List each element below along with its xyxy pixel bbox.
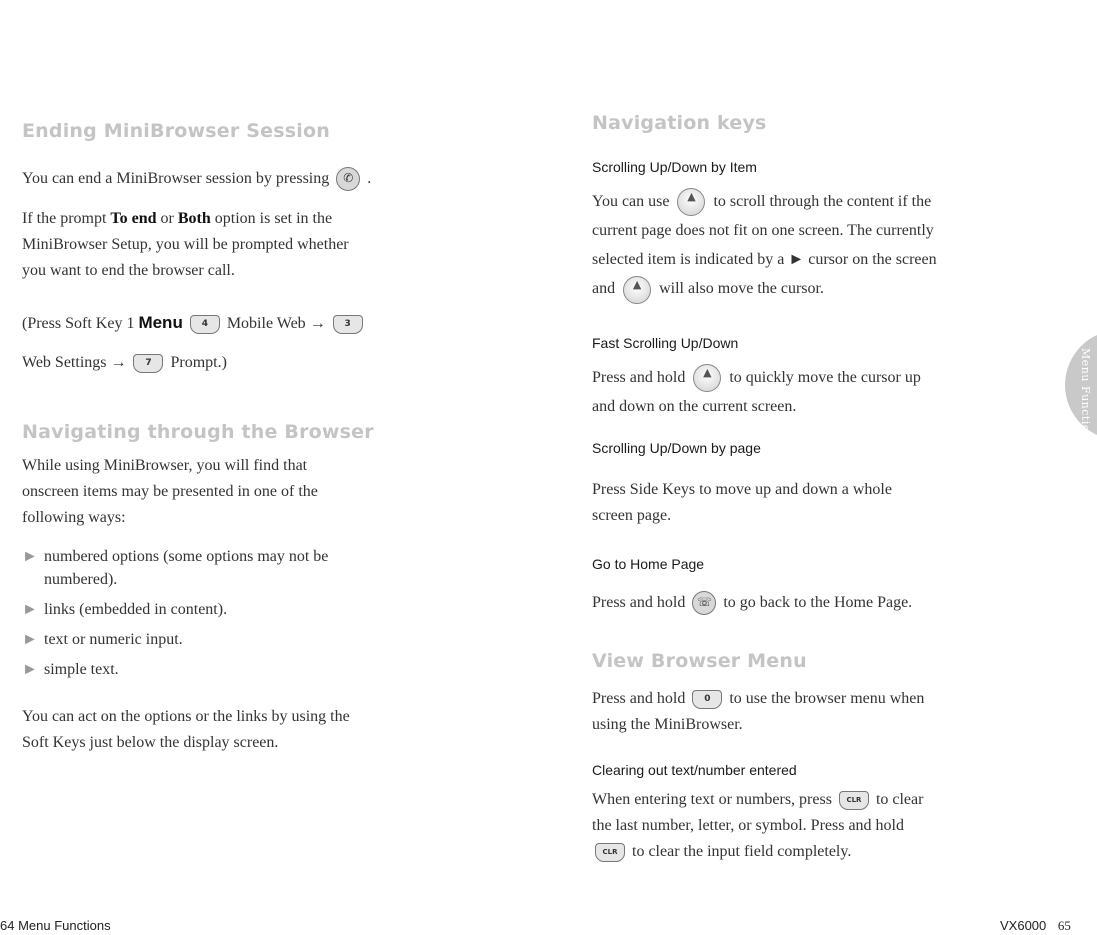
key-0-icon: 0 [692,690,722,709]
bullet-text: links (embedded in content). [44,601,228,618]
navigating-closing [22,704,502,756]
ending-p2-line2: MiniBrowser Setup, you will be prompted whether [22,236,349,253]
fast-scroll-body [592,363,1052,421]
ending-p3 [22,310,366,337]
scroll-item-l4b: will also move the cursor. [659,280,824,298]
ending-p4 [22,350,227,376]
scroll-page-l1: Press Side Keys to move up and down a whole [592,481,892,498]
menu-label: Menu [138,313,183,332]
navigating-intro [22,453,502,531]
scroll-item-l3: selected item is indicated by a ► cursor on the screen [592,251,937,269]
view-menu-l2: using the MiniBrowser. [592,716,743,733]
clr-key-icon: CLR [595,843,625,862]
scroll-item-l4a: and [592,280,616,298]
nav-key-icon: ▲ [693,364,721,392]
closing-line2: Soft Keys just below the display screen. [22,734,279,751]
view-menu-heading: View Browser Menu [592,650,807,672]
section-tab-label: Menu Functions [1079,348,1092,446]
scroll-page-l2: screen page. [592,507,672,524]
bullet-item [22,628,502,651]
navigating-line2: onscreen items may be presented in one of the [22,483,318,500]
ending-p2-d: option is set in the [210,210,333,227]
clearing-l1a: When entering text or numbers, press [592,791,832,808]
ending-p1-text: You can end a MiniBrowser session by pressing [22,170,330,187]
home-l1a: Press and hold [592,594,686,611]
bullet-text: numbered options (some options may not be [44,548,329,565]
navigating-bullets [22,545,502,688]
ending-p1-end: . [367,170,372,187]
scroll-item-l1b: to scroll through the content if the [713,193,932,210]
key-3-icon: 3 [333,315,363,334]
arrow-icon: → [110,354,127,371]
fast-scroll-l2: and down on the current screen. [592,398,797,416]
ending-p2-line3: you want to end the browser call. [22,262,235,279]
bullet-arrow-icon: ► [22,631,38,648]
clearing-l1b: to clear [875,791,924,808]
footer-right [1000,918,1071,934]
footer-model: VX6000 [1000,918,1047,933]
clearing-l2: the last number, letter, or symbol. Press and hold [592,817,904,834]
closing-line1: You can act on the options or the links by using the [22,708,350,725]
fast-scroll-title: Fast Scrolling Up/Down [592,335,739,351]
bullet-item [22,545,502,591]
navigating-heading: Navigating through the Browser [22,421,374,443]
navigation-keys-heading: Navigation keys [592,112,767,134]
ending-p4-b: Prompt.) [170,354,227,371]
scroll-item-l2: current page does not fit on one screen. The currently [592,222,934,240]
ending-p2-to-end: To end [110,210,157,227]
scroll-item-l1a: You can use [592,193,670,210]
navigating-line3: following ways: [22,509,126,526]
clr-key-icon: CLR [839,791,869,810]
ending-p3-a: (Press Soft Key 1 [22,315,139,332]
home-l1b: to go back to the Home Page. [723,594,913,611]
clearing-title: Clearing out text/number entered [592,762,797,778]
view-menu-l1a: Press and hold [592,690,686,707]
clearing-body [592,787,1062,865]
key-7-icon: 7 [133,354,163,373]
ending-p3-b: Mobile Web [226,315,306,332]
ending-p1 [22,166,371,192]
ending-session-heading: Ending MiniBrowser Session [22,120,330,142]
nav-key-icon: ▲ [677,188,705,216]
scroll-page-title: Scrolling Up/Down by page [592,440,761,456]
scroll-item-body [592,187,1052,304]
bullet-arrow-icon: ► [22,548,38,565]
bullet-item [22,658,502,681]
home-page-title: Go to Home Page [592,556,705,572]
view-menu-l1b: to use the browser menu when [729,690,925,707]
fast-scroll-l1a: Press and hold [592,369,686,386]
bullet-text: simple text. [44,661,119,678]
ending-p2-both: Both [177,210,211,227]
scroll-page-body [592,477,1052,529]
bullet-text-2: numbered). [44,571,118,588]
navigating-line1: While using MiniBrowser, you will find that [22,457,308,474]
arrow-icon: → [309,315,326,332]
nav-key-icon: ▲ [623,276,651,304]
ending-p2-c: or [156,210,178,227]
bullet-arrow-icon: ► [22,661,38,678]
key-4-icon: 4 [190,315,220,334]
bullet-arrow-icon: ► [22,601,38,618]
footer-page: 65 [1057,918,1071,933]
bullet-text: text or numeric input. [44,631,183,648]
fast-scroll-l1b: to quickly move the cursor up [729,369,921,386]
ending-p4-a: Web Settings [22,354,107,371]
footer-left: 64 Menu Functions [0,918,111,933]
home-key-icon: ☏ [692,591,716,615]
bullet-item [22,598,502,621]
ending-p2 [22,206,492,284]
end-key-icon: ✆ [336,167,360,191]
home-page-body [592,590,1052,616]
clearing-l3: to clear the input field completely. [632,843,852,860]
ending-p2-a: If the prompt [22,210,111,227]
scroll-item-title: Scrolling Up/Down by Item [592,159,757,175]
view-menu-body [592,686,1052,738]
